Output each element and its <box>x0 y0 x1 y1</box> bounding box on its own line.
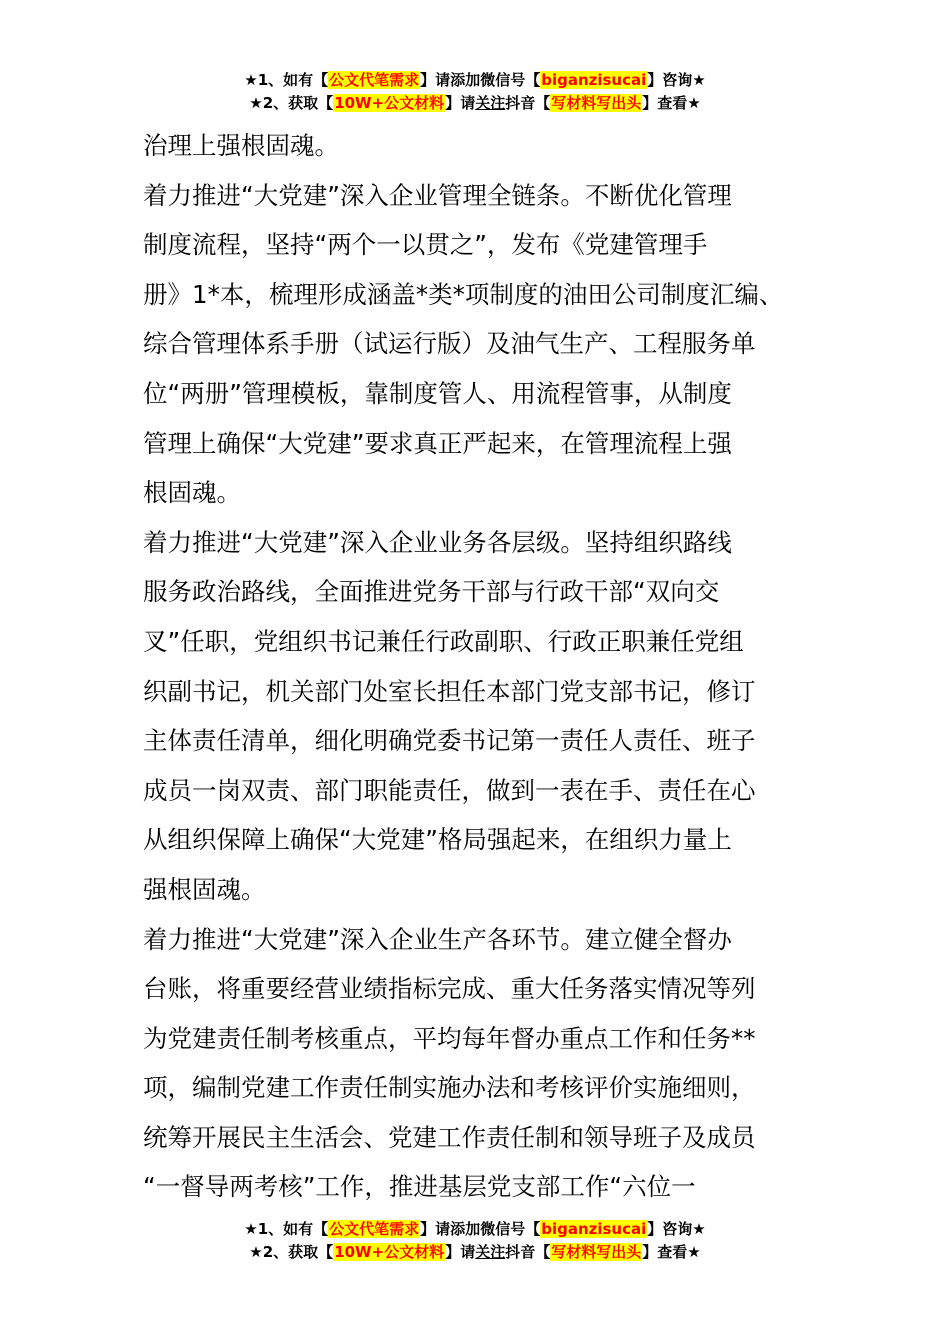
banner-text: 加 <box>465 1220 481 1238</box>
header-line-2 <box>0 92 950 115</box>
banner-text: 】咨询★ <box>647 1220 706 1238</box>
banner-text: 】请添 <box>420 1220 466 1238</box>
body-line: 制度流程，坚持“两个一以贯之”，发布《党建管理手 <box>143 230 708 260</box>
body-line: 综合管理体系手册（试运行版）及油气生产、工程服务单 <box>143 329 756 359</box>
banner-text: 抖音【 <box>505 1243 551 1261</box>
body-line: 位“两册”管理模板，靠制度管人、用流程管事，从制度 <box>143 378 732 408</box>
body-line: 册》1*本，梳理形成涵盖*类*项制度的油田公司制度汇编、 <box>143 279 784 309</box>
header-line-1 <box>0 69 950 92</box>
highlight-wechat-id: biganzisucai <box>541 71 647 89</box>
body-line: 着力推进“大党建”深入企业生产各环节。建立健全督办 <box>143 924 732 954</box>
banner-text: 微信号【 <box>480 1220 541 1238</box>
footer-line-2 <box>0 1241 950 1264</box>
document-body <box>143 121 811 1212</box>
body-line: 成员一岗双责、部门职能责任，做到一表在手、责任在心 <box>143 775 756 805</box>
banner-text: ★1、如有【 <box>244 1220 329 1238</box>
highlight-service: 公文代笔需求 <box>329 1220 420 1238</box>
highlight-douyin: 写材料写出头 <box>551 1243 642 1261</box>
highlight-service: 公文代笔需求 <box>329 71 420 89</box>
banner-text: 微信号【 <box>480 71 541 89</box>
body-line: 管理上确保“大党建”要求真正严起来，在管理流程上强 <box>143 428 732 458</box>
body-line: 统筹开展民主生活会、党建工作责任制和领导班子及成员 <box>143 1122 756 1152</box>
body-line: 服务政治路线，全面推进党务干部与行政干部“双向交 <box>143 577 720 607</box>
body-line: 治理上强根固魂。 <box>143 131 339 160</box>
body-line: 强根固魂。 <box>143 874 266 904</box>
highlight-wechat-id: biganzisucai <box>541 1220 647 1238</box>
banner-text: ★2、获取【 <box>249 1243 334 1261</box>
body-line: 根固魂。 <box>143 478 241 508</box>
banner-text: ★2、获取【 <box>249 94 334 112</box>
body-line: 从组织保障上确保“大党建”格局强起来，在组织力量上 <box>143 825 732 855</box>
banner-text: 】请 <box>445 1243 476 1261</box>
banner-underlined-text: 关注 <box>475 94 506 112</box>
banner-text: 抖音【 <box>505 94 551 112</box>
body-line: 主体责任清单，细化明确党委书记第一责任人责任、班子 <box>143 726 756 756</box>
highlight-materials: 10W+公文材料 <box>334 1243 445 1261</box>
banner-text: 】请添 <box>420 71 466 89</box>
banner-text: 加 <box>465 71 481 89</box>
body-line: 叉”任职，党组织书记兼任行政副职、行政正职兼任党组 <box>143 626 744 656</box>
banner-text: ★1、如有【 <box>244 71 329 89</box>
banner-text: 】查看★ <box>642 1243 701 1261</box>
body-line: 项，编制党建工作责任制实施办法和考核评价实施细则， <box>143 1073 756 1103</box>
banner-underlined-text: 关注 <box>475 1243 506 1261</box>
body-line: 着力推进“大党建”深入企业管理全链条。不断优化管理 <box>143 180 732 210</box>
header-banner <box>0 69 950 115</box>
banner-text: 】咨询★ <box>647 71 706 89</box>
body-line: “一督导两考核”工作，推进基层党支部工作“六位一 <box>143 1172 696 1202</box>
body-line: 织副书记，机关部门处室长担任本部门党支部书记，修订 <box>143 676 756 706</box>
banner-text: 】请 <box>445 94 476 112</box>
body-line: 为党建责任制考核重点，平均每年督办重点工作和任务** <box>143 1023 756 1053</box>
highlight-materials: 10W+公文材料 <box>334 94 445 112</box>
body-line: 台账，将重要经营业绩指标完成、重大任务落实情况等列 <box>143 974 756 1004</box>
banner-text: 】查看★ <box>642 94 701 112</box>
footer-line-1 <box>0 1218 950 1241</box>
body-line: 着力推进“大党建”深入企业业务各层级。坚持组织路线 <box>143 527 732 557</box>
highlight-douyin: 写材料写出头 <box>551 94 642 112</box>
footer-banner <box>0 1218 950 1264</box>
